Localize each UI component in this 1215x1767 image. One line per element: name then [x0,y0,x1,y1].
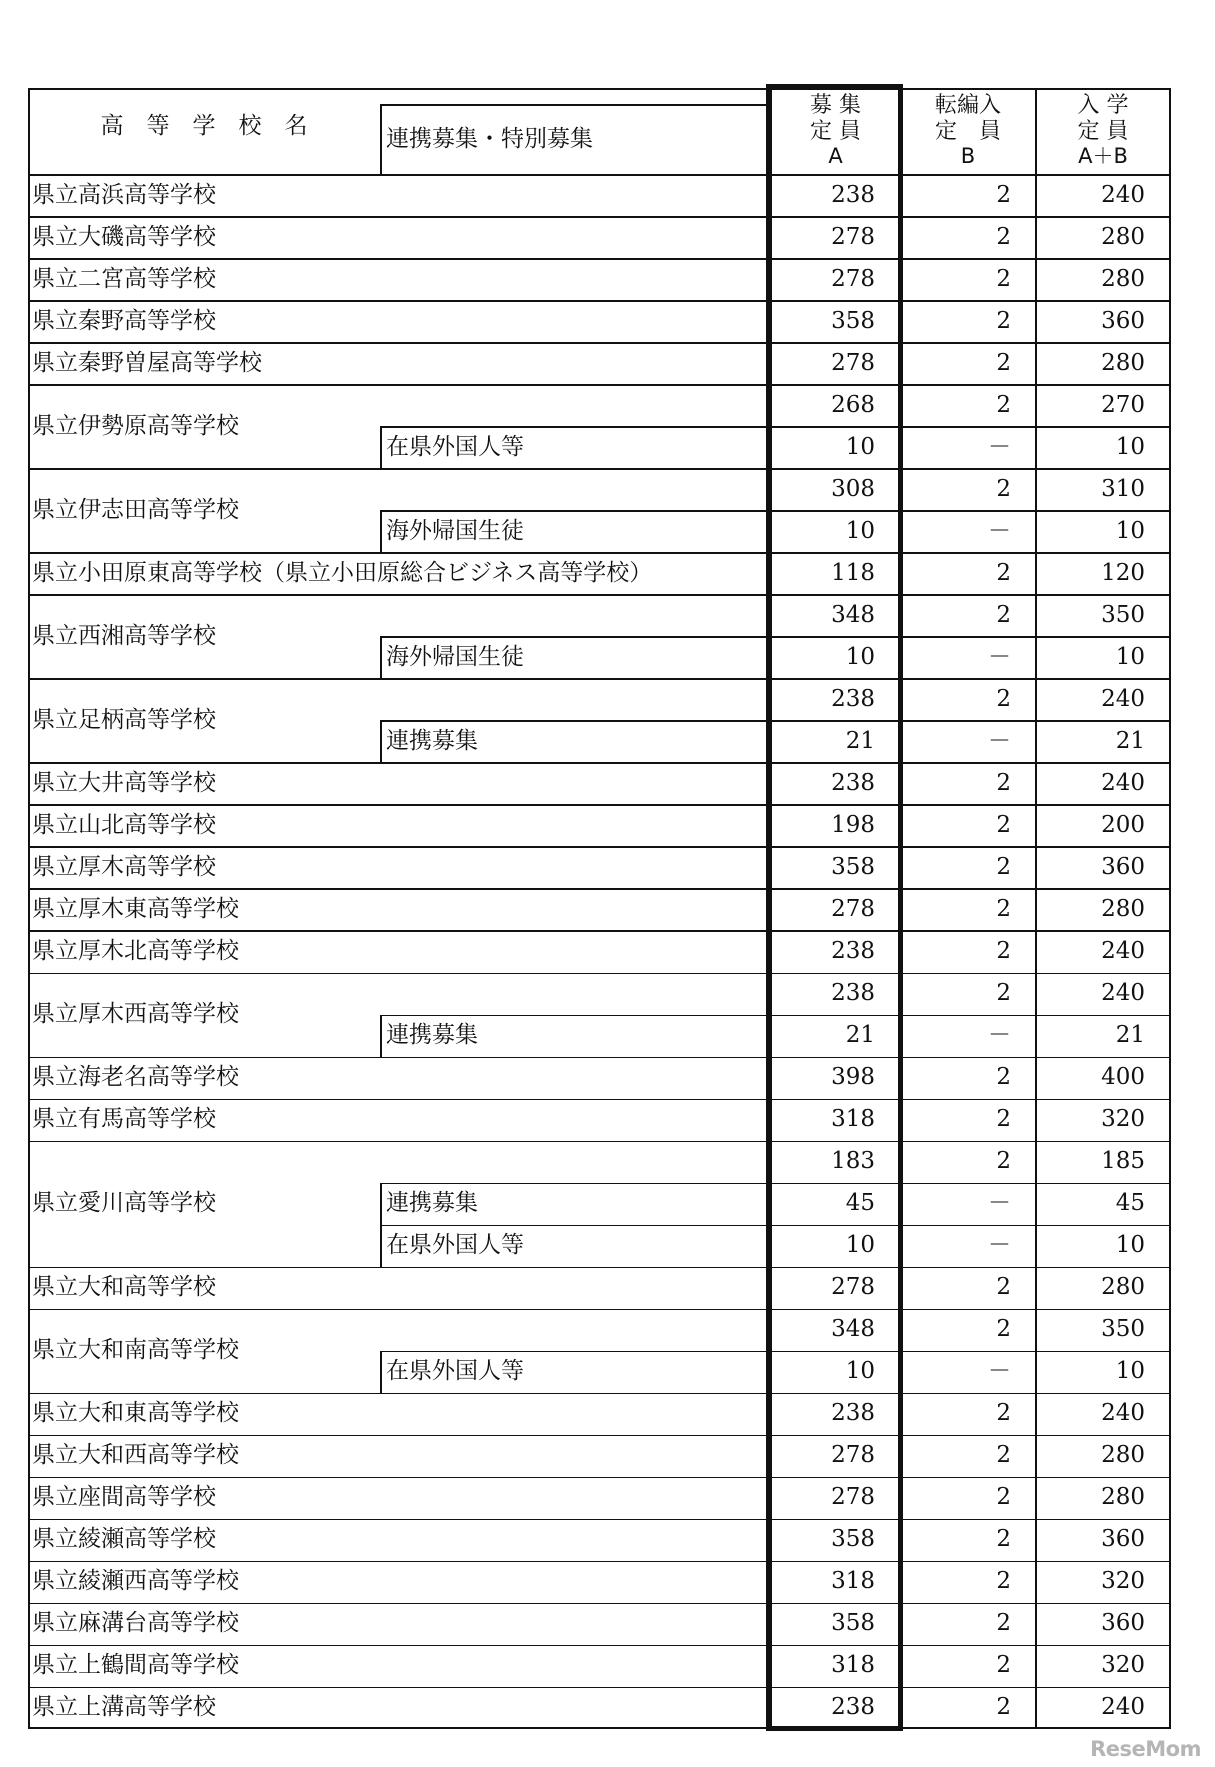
school-name: 県立秦野高等学校 [32,307,216,334]
header-school-name: 高 等 学 校 名 [100,112,308,139]
total-capacity-value: 360 [1101,307,1145,334]
table-right-border [1169,88,1171,1729]
transfer-capacity-value: 2 [996,980,1011,1006]
school-name: 県立大磯高等学校 [32,223,216,250]
transfer-capacity-value: 2 [996,1442,1011,1469]
total-capacity-value: 120 [1101,559,1145,586]
total-capacity-value: 320 [1101,1652,1145,1679]
transfer-capacity-value: 2 [996,1106,1011,1133]
total-capacity-value: 21 [1115,1022,1145,1049]
recruitment-capacity-value: 238 [831,685,875,712]
transfer-capacity-value: 2 [996,1148,1011,1175]
transfer-capacity-value: － [988,517,1011,544]
total-capacity-value: 240 [1101,685,1145,712]
recruitment-capacity-value: 358 [831,853,875,880]
school-name: 県立麻溝台高等学校 [32,1610,239,1637]
header-total-capacity [1035,88,1171,174]
special-recruitment-label: 在県外国人等 [386,433,524,460]
total-capacity-value: 360 [1101,1526,1145,1553]
transfer-capacity-value: 2 [996,223,1011,250]
recruitment-capacity-value: 278 [831,265,875,292]
special-recruitment-label: 連携募集 [386,1022,478,1049]
school-name: 県立秦野曽屋高等学校 [32,349,262,376]
school-name: 県立大和東高等学校 [32,1400,239,1427]
transfer-capacity-value: 2 [996,601,1011,628]
recruitment-capacity-value: 318 [831,1568,875,1595]
school-name: 県立伊志田高等学校 [32,496,239,523]
total-capacity-value: 240 [1101,769,1145,796]
school-name: 県立厚木東高等学校 [32,895,239,922]
header-transfer-capacity-line-1: 定 員 [934,118,1001,144]
transfer-capacity-value: 2 [996,1274,1011,1301]
header-divider [380,104,382,174]
recruitment-capacity-value: 308 [831,475,875,502]
school-name: 県立大和西高等学校 [32,1442,239,1469]
transfer-capacity-value: － [988,643,1011,670]
total-capacity-value: 240 [1101,1694,1145,1721]
transfer-capacity-value: 2 [996,181,1011,208]
school-name: 県立高浜高等学校 [32,181,216,208]
total-capacity-value: 280 [1101,223,1145,250]
recruitment-capacity-value: 238 [831,937,875,964]
total-capacity-value: 185 [1101,1148,1145,1175]
total-capacity-value: 270 [1101,391,1145,418]
recruitment-capacity-value: 45 [845,1190,875,1217]
transfer-capacity-value: 2 [996,265,1011,292]
header-total-capacity-line-1: 定 員 [1077,118,1129,144]
transfer-capacity-value: 2 [996,559,1011,586]
header-total-capacity-line-0: 入 学 [1077,92,1129,118]
school-name: 県立小田原東高等学校（県立小田原総合ビジネス高等学校） [32,559,653,586]
transfer-capacity-value: 2 [996,391,1011,418]
header-recruitment-capacity-line-2: A [828,144,843,169]
recruitment-capacity-value: 21 [845,1022,875,1049]
special-recruitment-label: 連携募集 [386,727,478,754]
recruitment-capacity-value: 278 [831,1274,875,1301]
transfer-capacity-value: 2 [996,1568,1011,1595]
recruitment-capacity-value: 238 [831,1400,875,1427]
transfer-capacity-value: － [988,1232,1011,1259]
transfer-capacity-value: 2 [996,769,1011,796]
special-recruitment-label: 海外帰国生徒 [386,643,524,670]
recruitment-capacity-value: 358 [831,1610,875,1637]
transfer-capacity-value: － [988,1022,1011,1049]
total-capacity-value: 21 [1115,727,1145,754]
total-capacity-value: 280 [1101,1274,1145,1301]
recruitment-capacity-value: 318 [831,1652,875,1679]
recruitment-capacity-value: 278 [831,1484,875,1511]
special-cell-border [380,426,382,468]
total-capacity-value: 360 [1101,853,1145,880]
transfer-capacity-value: － [988,1358,1011,1385]
transfer-capacity-value: 2 [996,349,1011,376]
school-name: 県立有馬高等学校 [32,1106,216,1133]
total-capacity-value: 45 [1115,1190,1145,1217]
school-name: 県立厚木高等学校 [32,853,216,880]
total-capacity-value: 320 [1101,1106,1145,1133]
total-capacity-value: 280 [1101,349,1145,376]
total-capacity-value: 350 [1101,1316,1145,1343]
school-name: 県立綾瀬高等学校 [32,1526,216,1553]
school-name: 県立座間高等学校 [32,1484,216,1511]
school-name: 県立大和南高等学校 [32,1337,239,1364]
school-name: 県立上溝高等学校 [32,1694,216,1721]
header-transfer-capacity [901,88,1035,174]
total-capacity-value: 280 [1101,895,1145,922]
transfer-capacity-value: 2 [996,475,1011,502]
school-name: 県立二宮高等学校 [32,265,216,292]
school-name: 県立愛川高等学校 [32,1190,216,1217]
transfer-capacity-value: 2 [996,811,1011,838]
recruitment-capacity-value: 10 [845,517,875,544]
recruitment-capacity-value: 318 [831,1106,875,1133]
total-capacity-value: 10 [1115,1232,1145,1259]
total-capacity-value: 360 [1101,1610,1145,1637]
special-cell-border [380,510,382,552]
transfer-capacity-value: 2 [996,1064,1011,1091]
recruitment-capacity-value: 10 [845,1232,875,1259]
recruitment-capacity-value: 358 [831,307,875,334]
transfer-capacity-value: 2 [996,895,1011,922]
school-name: 県立海老名高等学校 [32,1064,239,1091]
transfer-capacity-value: 2 [996,1316,1011,1343]
school-name: 県立厚木西高等学校 [32,1001,239,1028]
special-recruitment-label: 在県外国人等 [386,1232,524,1259]
total-capacity-value: 10 [1115,517,1145,544]
school-name: 県立山北高等学校 [32,811,216,838]
recruitment-capacity-value: 10 [845,1358,875,1385]
recruitment-capacity-value: 398 [831,1064,875,1091]
total-capacity-value: 280 [1101,1484,1145,1511]
recruitment-capacity-value: 278 [831,1442,875,1469]
total-capacity-value: 320 [1101,1568,1145,1595]
transfer-capacity-value: 2 [996,1610,1011,1637]
recruitment-capacity-value: 238 [831,980,875,1006]
recruitment-capacity-value: 278 [831,895,875,922]
recruitment-capacity-value: 358 [831,1526,875,1553]
transfer-capacity-value: － [988,433,1011,460]
school-name: 県立厚木北高等学校 [32,937,239,964]
recruitment-capacity-value: 183 [831,1148,875,1175]
transfer-capacity-value: 2 [996,307,1011,334]
special-cell-border [380,1225,382,1267]
school-name: 県立伊勢原高等学校 [32,412,239,439]
special-cell-border [380,720,382,762]
recruitment-capacity-value: 348 [831,1316,875,1343]
recruitment-capacity-value: 348 [831,601,875,628]
school-name: 県立大井高等学校 [32,769,216,796]
special-recruitment-label: 在県外国人等 [386,1358,524,1385]
transfer-capacity-value: － [988,1190,1011,1217]
header-recruitment-capacity-line-1: 定 員 [810,118,861,144]
special-recruitment-label: 海外帰国生徒 [386,517,524,544]
header-transfer-capacity-line-0: 転編入 [934,92,1001,118]
recruitment-capacity-value: 118 [831,559,875,586]
enrollment-table [28,88,1171,1729]
transfer-capacity-value: 2 [996,1526,1011,1553]
transfer-capacity-value: 2 [996,937,1011,964]
header-recruitment-capacity-line-0: 募 集 [810,92,861,118]
recruitment-capacity-value: 238 [831,769,875,796]
header-total-capacity-line-2: A＋B [1078,144,1128,169]
total-capacity-value: 200 [1101,811,1145,838]
transfer-capacity-value: 2 [996,685,1011,712]
header-special-recruitment: 連携募集・特別募集 [386,125,593,152]
school-name: 県立足柄高等学校 [32,706,216,733]
header-transfer-capacity-line-2: B [960,144,976,169]
school-name: 県立綾瀬西高等学校 [32,1568,239,1595]
column-a-emphasis-border [766,84,903,1731]
transfer-capacity-value: 2 [996,853,1011,880]
transfer-capacity-value: － [988,727,1011,754]
total-capacity-value: 280 [1101,265,1145,292]
recruitment-capacity-value: 198 [831,811,875,838]
recruitment-capacity-value: 21 [845,727,875,754]
recruitment-capacity-value: 10 [845,433,875,460]
total-capacity-value: 10 [1115,1358,1145,1385]
recruitment-capacity-value: 238 [831,181,875,208]
total-capacity-value: 310 [1101,475,1145,502]
table-left-border [28,88,30,1729]
transfer-capacity-value: 2 [996,1652,1011,1679]
special-cell-border [380,1015,382,1057]
recruitment-capacity-value: 268 [831,391,875,418]
transfer-capacity-value: 2 [996,1400,1011,1427]
resemom-watermark: ReseMom [1090,1737,1201,1761]
recruitment-capacity-value: 10 [845,643,875,670]
total-capacity-value: 240 [1101,181,1145,208]
special-recruitment-label: 連携募集 [386,1190,478,1217]
recruitment-capacity-value: 238 [831,1694,875,1721]
special-cell-border [380,1351,382,1393]
school-name: 県立大和高等学校 [32,1274,216,1301]
total-capacity-value: 10 [1115,433,1145,460]
total-capacity-value: 400 [1101,1064,1145,1091]
transfer-capacity-value: 2 [996,1694,1011,1721]
recruitment-capacity-value: 278 [831,349,875,376]
total-capacity-value: 240 [1101,937,1145,964]
total-capacity-value: 10 [1115,643,1145,670]
school-name: 県立西湘高等学校 [32,622,216,649]
transfer-capacity-value: 2 [996,1484,1011,1511]
total-capacity-value: 240 [1101,1400,1145,1427]
total-capacity-value: 240 [1101,980,1145,1006]
special-cell-border [380,636,382,678]
recruitment-capacity-value: 278 [831,223,875,250]
special-cell-border [380,1183,382,1225]
school-name: 県立上鶴間高等学校 [32,1652,239,1679]
total-capacity-value: 280 [1101,1442,1145,1469]
total-capacity-value: 350 [1101,601,1145,628]
